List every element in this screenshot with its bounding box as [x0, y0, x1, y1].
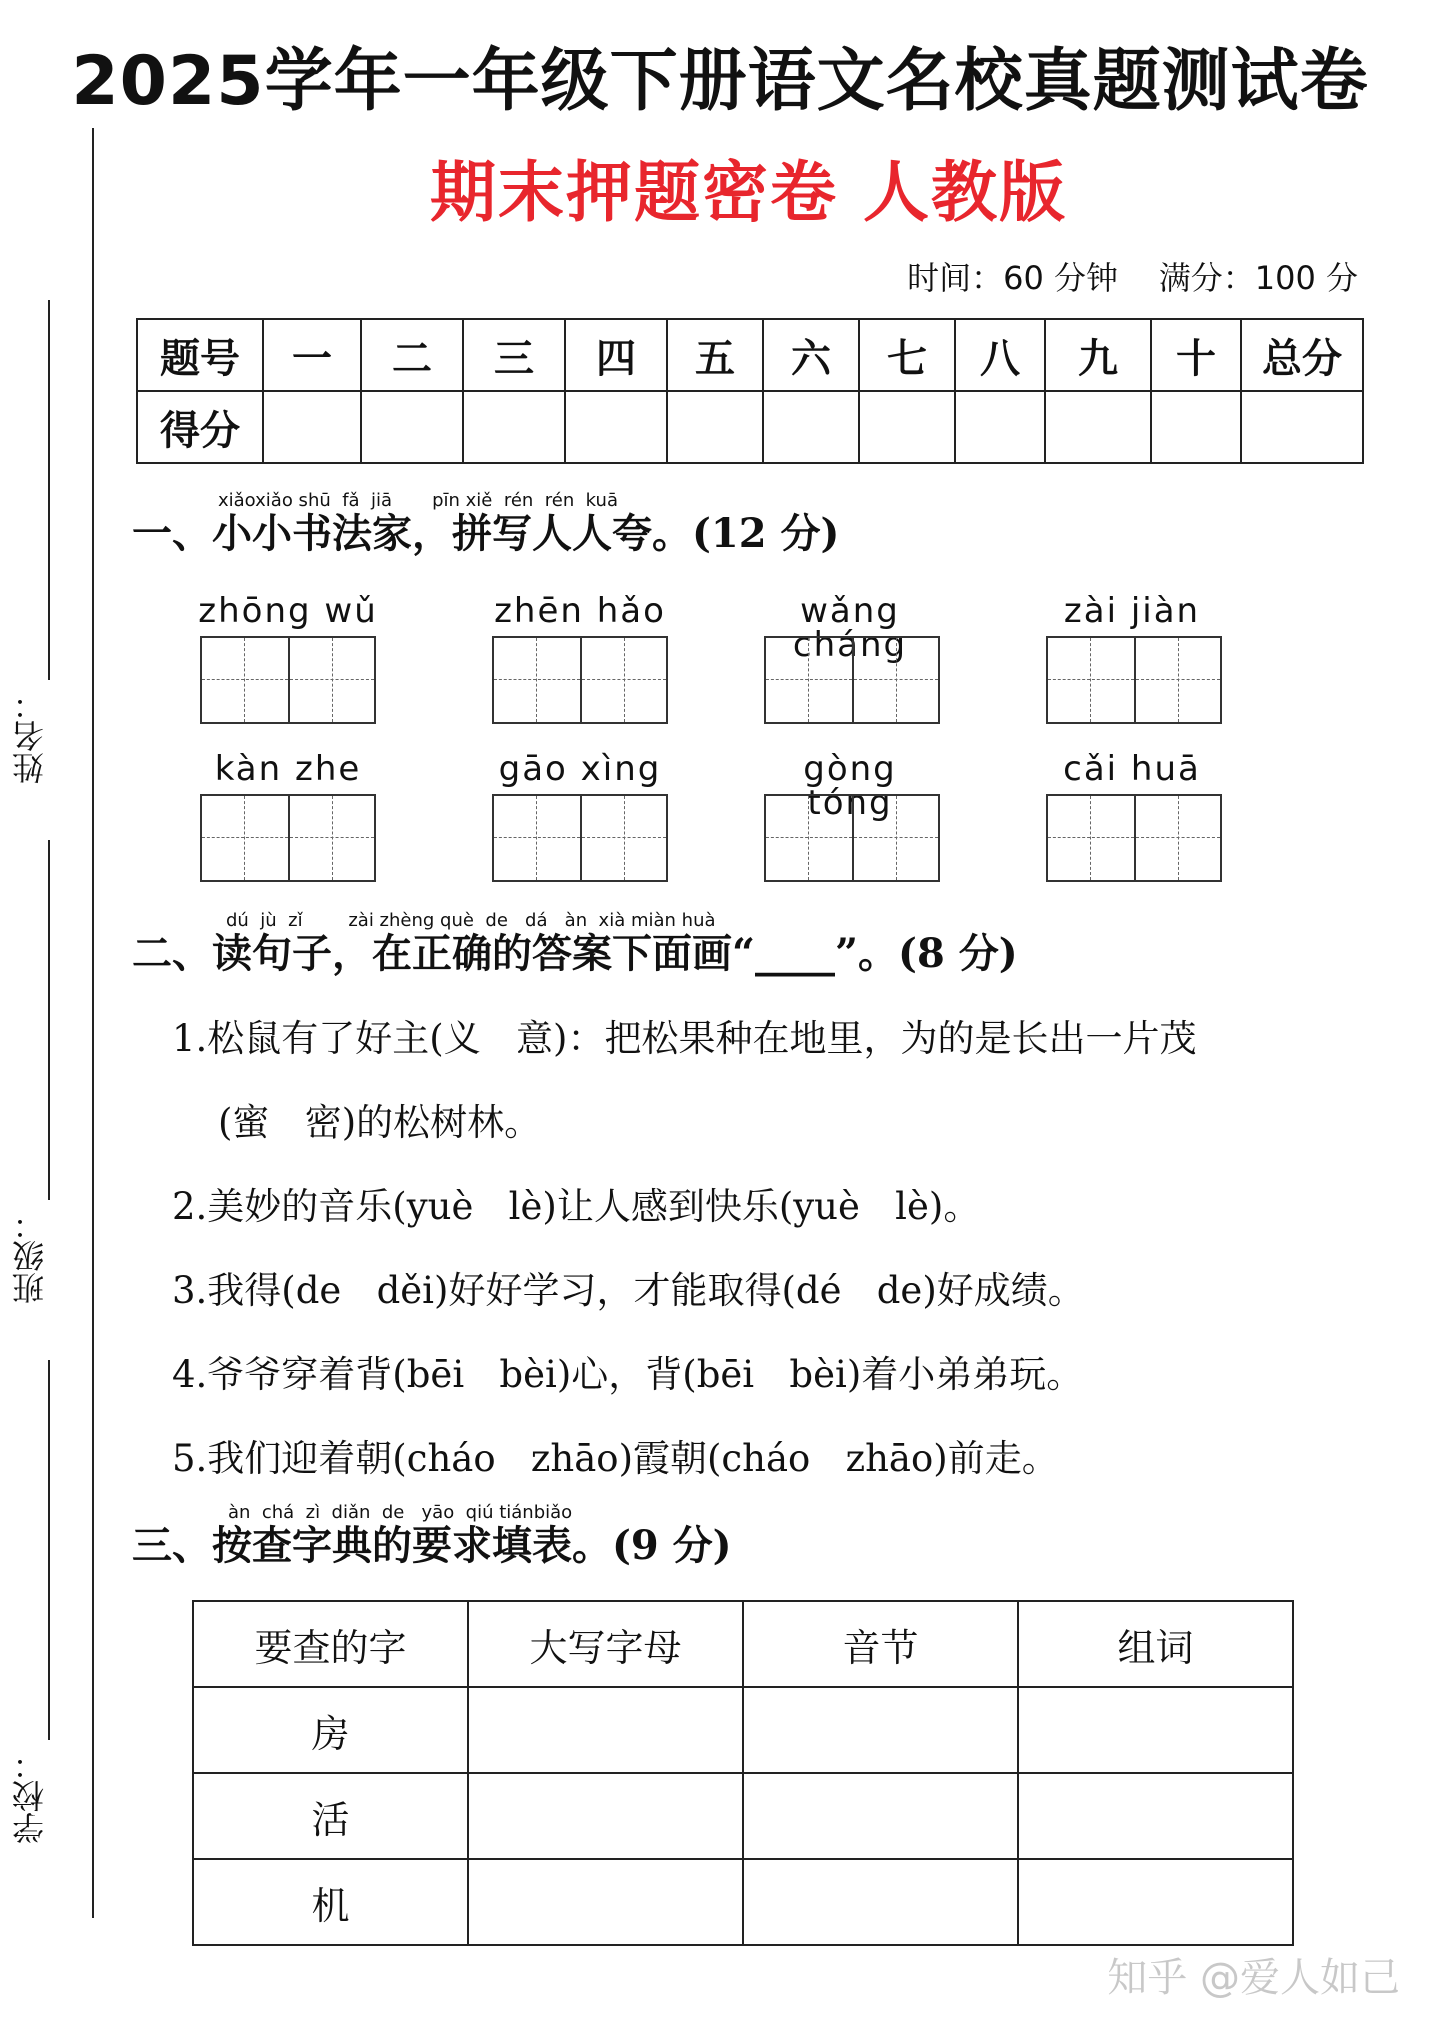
word-pinyin: zhēn hǎo	[494, 591, 666, 631]
dictionary-header: 大写字母	[468, 1601, 743, 1687]
score-header-cell: 八	[955, 319, 1045, 391]
score-header-cell: 九	[1045, 319, 1151, 391]
writing-grid[interactable]	[492, 636, 668, 724]
dictionary-header: 要查的字	[193, 1601, 468, 1687]
writing-grid[interactable]	[1046, 636, 1222, 724]
writing-grid[interactable]	[764, 794, 940, 882]
answer-cell[interactable]	[1018, 1859, 1293, 1945]
dictionary-header: 组词	[1018, 1601, 1293, 1687]
class-blank	[48, 840, 50, 1200]
dictionary-table	[192, 1600, 1294, 1946]
answer-cell[interactable]	[743, 1859, 1018, 1945]
score-cell[interactable]	[1241, 391, 1363, 463]
word-pinyin: gòng tóng	[803, 749, 897, 823]
section1-title: 一、小小书法家，拼写人人夸。(12 分)	[132, 510, 840, 557]
word-pinyin: wǎng cháng	[792, 591, 908, 665]
writing-grid[interactable]	[492, 794, 668, 882]
word-pinyin: gāo xìng	[498, 749, 662, 789]
score-header-cell: 三	[463, 319, 565, 391]
answer-cell[interactable]	[468, 1687, 743, 1773]
table-row	[193, 1859, 1293, 1945]
table-row	[193, 1687, 1293, 1773]
score-header-cell: 七	[859, 319, 955, 391]
section2-pinyin: dú jù zǐ zài zhèng què de dá àn xià miàn huà	[226, 910, 716, 931]
answer-cell[interactable]	[1018, 1687, 1293, 1773]
time-info: 时间：60 分钟 满分：100 分	[907, 259, 1358, 297]
score-cell[interactable]	[763, 391, 859, 463]
score-cell[interactable]	[263, 391, 361, 463]
score-table-score-row	[137, 391, 1363, 463]
score-cell[interactable]	[667, 391, 763, 463]
answer-cell[interactable]	[1018, 1773, 1293, 1859]
word-pinyin: zhōng wǔ	[198, 591, 378, 631]
page-subtitle: 期末押题密卷 人教版	[430, 154, 1067, 231]
school-blank	[48, 1360, 50, 1740]
score-header-cell: 六	[763, 319, 859, 391]
lookup-char: 机	[193, 1859, 468, 1945]
score-cell[interactable]	[463, 391, 565, 463]
table-row	[193, 1773, 1293, 1859]
answer-cell[interactable]	[468, 1773, 743, 1859]
writing-grid[interactable]	[200, 636, 376, 724]
sentence-5: 5.我们迎着朝(cháo zhāo)霞朝(cháo zhāo)前走。	[172, 1437, 1059, 1480]
score-cell[interactable]	[955, 391, 1045, 463]
answer-cell[interactable]	[743, 1687, 1018, 1773]
writing-grid[interactable]	[200, 794, 376, 882]
score-header-cell: 五	[667, 319, 763, 391]
writing-grid[interactable]	[1046, 794, 1222, 882]
sentence-1: 1.松鼠有了好主(义 意)：把松果种在地里，为的是长出一片茂	[172, 1017, 1197, 1060]
sentence-3: 3.我得(de děi)好好学习，才能取得(dé de)好成绩。	[172, 1269, 1085, 1312]
score-cell[interactable]	[1045, 391, 1151, 463]
section1-pinyin: xiǎoxiǎo shū fǎ jiā pīn xiě rén rén kuā	[218, 490, 618, 511]
section2-title: 二、读句子，在正确的答案下面画“____”。(8 分)	[132, 930, 1018, 977]
word-pinyin: zài jiàn	[1063, 591, 1201, 631]
score-table	[136, 318, 1364, 464]
lookup-char: 房	[193, 1687, 468, 1773]
sentence-1-cont: (蜜 密)的松树林。	[218, 1101, 542, 1144]
sentence-4: 4.爷爷穿着背(bēi bèi)心，背(bēi bèi)着小弟弟玩。	[172, 1353, 1084, 1396]
school-label: 学校：	[11, 1748, 49, 1844]
word-pinyin: kàn zhe	[214, 749, 362, 789]
score-header-cell: 十	[1151, 319, 1241, 391]
section3-pinyin: àn chá zì diǎn de yāo qiú tiánbiǎo	[228, 1502, 573, 1523]
watermark: 知乎 @爱人如己	[1107, 1955, 1400, 2001]
score-cell[interactable]	[859, 391, 955, 463]
score-header-cell: 二	[361, 319, 463, 391]
writing-grid[interactable]	[764, 636, 940, 724]
class-label: 班级：	[11, 1208, 49, 1304]
score-header-cell: 题号	[137, 319, 263, 391]
sentence-2: 2.美妙的音乐(yuè lè)让人感到快乐(yuè lè)。	[172, 1185, 981, 1228]
name-label: 姓名：	[11, 688, 49, 784]
lookup-char: 活	[193, 1773, 468, 1859]
dictionary-header-row	[193, 1601, 1293, 1687]
binding-line	[92, 128, 94, 1918]
score-cell[interactable]	[1151, 391, 1241, 463]
word-pinyin: cǎi huā	[1063, 749, 1201, 789]
dictionary-header: 音节	[743, 1601, 1018, 1687]
score-header-cell: 一	[263, 319, 361, 391]
answer-cell[interactable]	[468, 1859, 743, 1945]
score-header-cell: 四	[565, 319, 667, 391]
score-cell[interactable]	[361, 391, 463, 463]
page-title: 2025学年一年级下册语文名校真题测试卷	[71, 42, 1369, 121]
score-table-header-row	[137, 319, 1363, 391]
section3-title: 三、按查字典的要求填表。(9 分)	[132, 1522, 732, 1569]
name-blank	[48, 300, 50, 680]
score-row-label: 得分	[137, 391, 263, 463]
answer-cell[interactable]	[743, 1773, 1018, 1859]
score-header-cell: 总分	[1241, 319, 1363, 391]
score-cell[interactable]	[565, 391, 667, 463]
